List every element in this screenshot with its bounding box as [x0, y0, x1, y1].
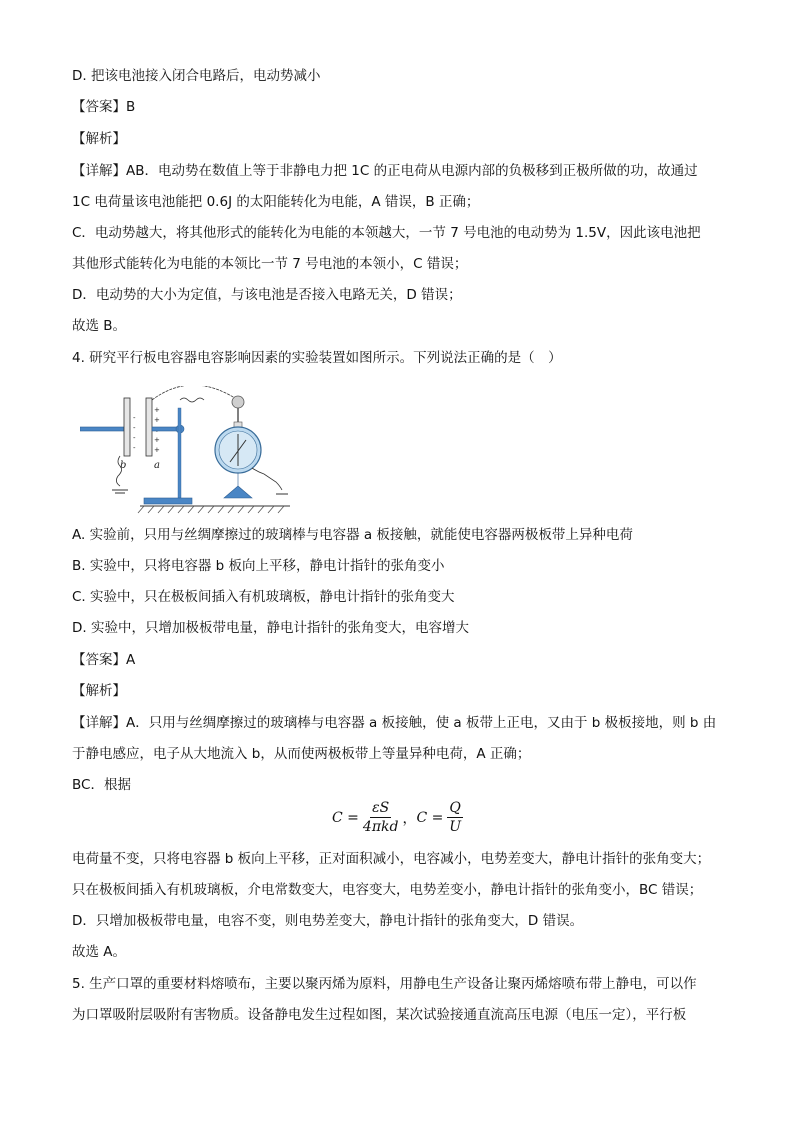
q4-detail-line: BC．根据 — [72, 777, 131, 793]
answer-value: B — [126, 99, 136, 115]
q4-option-c: C. 实验中，只在极板间插入有机玻璃板，静电计指针的张角变大 — [72, 589, 455, 605]
q4-detail-line: 【详解】A．只用与丝绸摩擦过的玻璃棒与电容器 a 板接触，使 a 板带上正电，又由于 b 极板接地，则 b 由 — [72, 715, 717, 731]
q3-detail-line: 其他形式能转化为电能的本领比一节 7 号电池的本领小，C 错误； — [72, 256, 468, 272]
formula-lhs: C = — [332, 809, 359, 826]
q4-stem: 4. 研究平行板电容器电容影响因素的实验装置如图所示。下列说法正确的是（ ） — [72, 350, 562, 366]
fraction-numerator: Q — [449, 800, 461, 816]
svg-text:-: - — [133, 424, 136, 432]
fraction-denominator: U — [449, 819, 462, 835]
svg-text:+: + — [154, 406, 160, 414]
svg-text:-: - — [133, 434, 136, 442]
fraction-denominator: 4πkd — [362, 819, 399, 835]
q4-option-d: D. 实验中，只增加极板带电量，静电计指针的张角变大，电容增大 — [72, 620, 469, 636]
plate-a-label: a — [154, 460, 160, 471]
q4-detail-line: 电荷量不变，只将电容器 b 板向上平移，正对面积减小，电容减小，电势差变大，静电计指针的张角变大； — [72, 851, 711, 867]
q5-stem-line: 5. 生产口罩的重要材料熔喷布，主要以聚丙烯为原料，用静电生产设备让聚丙烯熔喷布带上静电，可以作 — [72, 976, 697, 992]
svg-text:-: - — [133, 444, 136, 452]
q4-option-b: B. 实验中，只将电容器 b 板向上平移，静电计指针的张角变小 — [72, 558, 445, 574]
q3-detail-line: 1C 电荷量该电池能把 0.6J 的太阳能转化为电能，A 错误，B 正确； — [72, 194, 480, 210]
q5-stem-line: 为口罩吸附层吸附有害物质。设备静电发生过程如图，某次试验接通直流高压电源（电压一定），平行板 — [72, 1007, 687, 1023]
capacitance-formula — [332, 800, 467, 835]
q4-option-a: A. 实验前，只用与丝绸摩擦过的玻璃棒与电容器 a 板接触，就能使电容器两极板带上异种电荷 — [72, 527, 633, 543]
svg-text:+: + — [154, 416, 160, 424]
q4-detail-line: 只在极板间插入有机玻璃板，介电常数变大，电容变大，电势差变小，静电计指针的张角变小，BC 错误； — [72, 882, 703, 898]
q3-conclusion: 故选 B。 — [72, 318, 127, 334]
apparatus-diagram — [80, 386, 290, 516]
plate-b-label: b — [120, 460, 127, 471]
q4-detail-line: 于静电感应，电子从大地流入 b，从而使两极板带上等量异种电荷，A 正确； — [72, 746, 531, 762]
answer-value: A — [126, 652, 136, 668]
fraction-q-over-u — [447, 800, 462, 835]
fraction-eps-s-over-4pikd — [363, 800, 399, 835]
q3-analysis-tag: 【解析】 — [72, 131, 126, 147]
capacitor-electrometer-figure — [80, 386, 290, 516]
formula-lhs: C = — [416, 809, 444, 826]
q4-analysis-tag: 【解析】 — [72, 683, 126, 699]
q4-conclusion: 故选 A。 — [72, 944, 127, 960]
q3-detail-line: C．电动势越大，将其他形式的能转化为电能的本领越大，一节 7 号电池的电动势为 1.5V，因此该电池把 — [72, 225, 701, 241]
svg-text:+: + — [154, 446, 160, 454]
q3-option-d: D. 把该电池接入闭合电路后，电动势减小 — [72, 68, 321, 84]
fraction-numerator: εS — [372, 800, 390, 816]
answer-tag: 【答案】 — [72, 652, 126, 668]
q3-answer — [72, 97, 135, 117]
formula-separator: ， — [402, 810, 417, 827]
q3-detail-line: D．电动势的大小为定值，与该电池是否接入电路无关，D 错误； — [72, 287, 462, 303]
answer-tag: 【答案】 — [72, 99, 126, 115]
svg-text:+: + — [154, 436, 160, 444]
q3-detail-line: 【详解】AB．电动势在数值上等于非静电力把 1C 的正电荷从电源内部的负极移到正极所做的功，故通过 — [72, 163, 698, 179]
q4-detail-line: D．只增加极板带电量，电容不变，则电势差变大，静电计指针的张角变大，D 错误。 — [72, 913, 584, 929]
q4-answer — [72, 650, 135, 670]
svg-text:-: - — [133, 414, 136, 422]
